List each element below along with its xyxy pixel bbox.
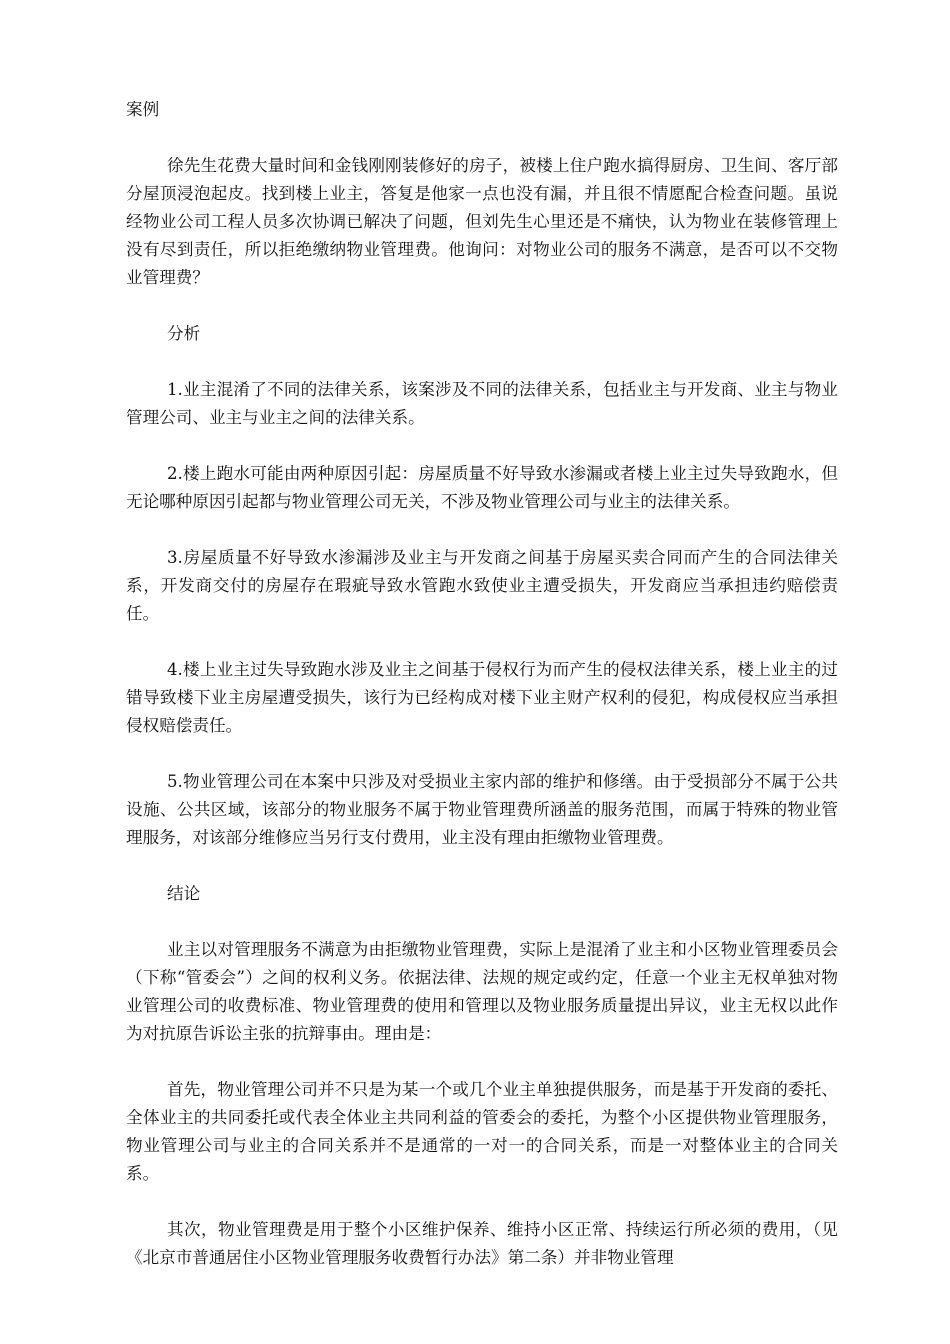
analysis-item-2: 2.楼上跑水可能由两种原因引起：房屋质量不好导致水渗漏或者楼上业主过失导致跑水，但无论哪种原因引起都与物业管理公司无关，不涉及物业管理公司与业主的法律关系。 <box>126 464 838 511</box>
analysis-item-5: 5.物业管理公司在本案中只涉及对受损业主家内部的维护和修缮。由于受损部分不属于公共设施、公共区域，该部分的物业服务不属于物业管理费所涵盖的服务范围，而属于特殊的物业管理服务，对该部分维修应当另行支付费用，业主没有理由拒缴物业管理费。 <box>126 772 838 847</box>
document-page <box>126 96 838 1300</box>
conclusion-paragraph-2: 首先，物业管理公司并不只是为某一个或几个业主单独提供服务，而是基于开发商的委托、全体业主的共同委托或代表全体业主共同利益的管委会的委托，为整个小区提供物业管理服务，物业管理公司与业主的合同关系并不是通常的一对一的合同关系，而是一对整体业主的合同关系。 <box>126 1080 838 1183</box>
analysis-item-3: 3.房屋质量不好导致水渗漏涉及业主与开发商之间基于房屋买卖合同而产生的合同法律关系，开发商交付的房屋存在瑕疵导致水管跑水致使业主遭受损失，开发商应当承担违约赔偿责任。 <box>126 548 838 623</box>
analysis-item-1: 1.业主混淆了不同的法律关系，该案涉及不同的法律关系，包括业主与开发商、业主与物业管理公司、业主与业主之间的法律关系。 <box>126 380 838 427</box>
conclusion-heading: 结论 <box>167 884 201 903</box>
case-paragraph: 徐先生花费大量时间和金钱刚刚装修好的房子，被楼上住户跑水搞得厨房、卫生间、客厅部分屋顶浸泡起皮。找到楼上业主，答复是他家一点也没有漏，并且很不情愿配合检查问题。虽说经物业公司工程人员多次协调已解决了问题，但刘先生心里还是不痛快，认为物业在装修管理上没有尽到责任，所以拒绝缴纳物业管理费。他询问：对物业公司的服务不满意，是否可以不交物业管理费？ <box>126 156 838 287</box>
analysis-item-4: 4.楼上业主过失导致跑水涉及业主之间基于侵权行为而产生的侵权法律关系，楼上业主的过错导致楼下业主房屋遭受损失，该行为已经构成对楼下业主财产权利的侵犯，构成侵权应当承担侵权赔偿责任。 <box>126 660 838 735</box>
conclusion-paragraph-1: 业主以对管理服务不满意为由拒缴物业管理费，实际上是混淆了业主和小区物业管理委员会（下称“管委会”）之间的权利义务。依据法律、法规的规定或约定，任意一个业主无权单独对物业管理公司的收费标准、物业管理费的使用和管理以及物业服务质量提出异议，业主无权以此作为对抗原告诉讼主张的抗辩事由。理由是： <box>126 940 838 1043</box>
case-heading: 案例 <box>126 100 160 119</box>
analysis-heading: 分析 <box>167 324 201 343</box>
conclusion-paragraph-3: 其次，物业管理费是用于整个小区维护保养、维持小区正常、持续运行所必须的费用，（见《北京市普通居住小区物业管理服务收费暂行办法》第二条）并非物业管理 <box>126 1220 838 1267</box>
